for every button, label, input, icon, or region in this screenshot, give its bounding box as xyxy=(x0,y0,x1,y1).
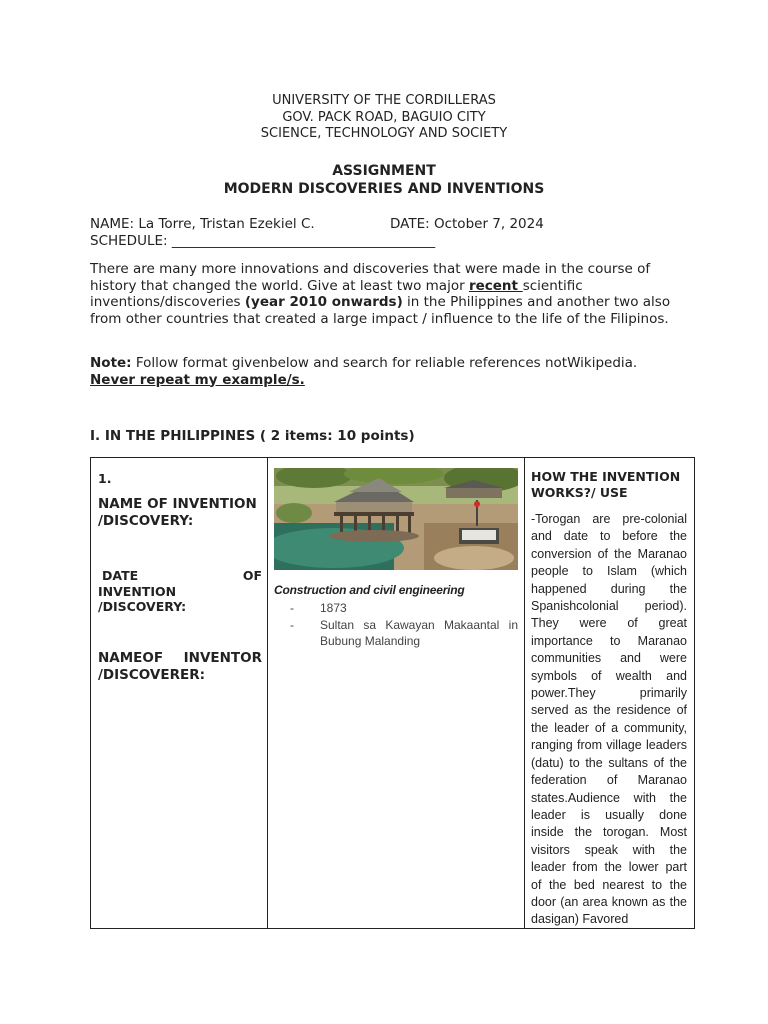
name-value: La Torre, Tristan Ezekiel C. xyxy=(138,216,315,232)
instructions-paragraph xyxy=(90,261,680,327)
invention-category: Construction and civil engineering xyxy=(274,583,465,597)
course-name: SCIENCE, TECHNOLOGY AND SOCIETY xyxy=(260,126,508,141)
assignment-subtitle: MODERN DISCOVERIES AND INVENTIONS xyxy=(223,181,545,197)
list-dash: - xyxy=(290,601,294,615)
date-line xyxy=(390,216,544,233)
inventor-label xyxy=(98,650,262,684)
how-it-works-heading: HOW THE INVENTION WORKS?/ USE xyxy=(531,469,681,500)
note-paragraph xyxy=(90,355,680,388)
torogan-photo xyxy=(274,468,518,570)
date-label: DATE: xyxy=(390,216,430,232)
schedule-label: SCHEDULE: xyxy=(90,233,168,249)
university-address: GOV. PACK ROAD, BAGUIO CITY xyxy=(282,109,486,125)
item-number: 1. xyxy=(98,471,112,486)
labels-cell xyxy=(91,458,268,929)
instructions-year: (year 2010 onwards) xyxy=(244,294,403,310)
schedule-line xyxy=(90,233,435,250)
instructions-part3: in the Philippines and another two also from other countries that created a large impact / influence to the life of the Filipinos. xyxy=(90,294,671,327)
assignment-title: ASSIGNMENT xyxy=(332,163,436,179)
name-of-invention-label xyxy=(98,496,262,530)
university-name: UNIVERSITY OF THE CORDILLERAS xyxy=(272,93,496,108)
of-word: OF xyxy=(242,568,262,583)
inventor-name: Sultan sa Kawayan Makaantal in Bubung Malanding xyxy=(320,617,518,648)
list-dash: - xyxy=(290,617,294,632)
date-word: DATE xyxy=(102,568,139,583)
section-title: I. IN THE PHILIPPINES ( 2 items: 10 points) xyxy=(90,428,415,444)
inventor-label-line2: /DISCOVERER: xyxy=(98,667,205,683)
invention-date: 1873 xyxy=(320,601,347,615)
date-value: October 7, 2024 xyxy=(433,216,544,232)
name-label: NAME: xyxy=(90,216,135,232)
name-label-line2: /DISCOVERY: xyxy=(98,513,194,529)
list-item xyxy=(290,617,518,650)
date-label-line2: INVENTION xyxy=(98,583,177,599)
how-it-works-description: -Torogan are pre-colonial and date to before the conversion of the Maranao people to Islam (which happened during the Spanishcolonial period). They were of great importance to Maranao communities and were symbols of wealth and power.They primarily served as the residence of the leader of a community, ranging from village leaders (datu) to the sultans of the federation of Maranao states.Audience with the leader is usually done inside the torogan. Most visitors speak with the leader from the lower part of the bed nearest to the door (an area known as the dasigan) Favored xyxy=(531,512,687,927)
instructions-part1: There are many more innovations and discoveries that were made in the course of history that changed the world. Give at least two major xyxy=(90,261,651,294)
instructions-part2: scientific inventions/discoveries xyxy=(90,277,583,310)
nameof-word: NAMEOF xyxy=(98,650,164,666)
how-it-works-cell xyxy=(525,458,695,929)
name-label-line1: NAME OF INVENTION xyxy=(98,496,257,512)
note-emphasis: Never repeat my example/s. xyxy=(90,371,305,388)
schedule-blank: _______________________________________ xyxy=(171,233,436,249)
note-label: Note: xyxy=(90,355,132,371)
detail-list xyxy=(290,600,518,650)
invention-table xyxy=(90,457,695,929)
date-label-line3: /DISCOVERY: xyxy=(98,599,187,614)
details-cell xyxy=(268,458,525,929)
table-row xyxy=(91,458,695,929)
instructions-recent: recent xyxy=(468,277,523,294)
student-name-line xyxy=(90,216,315,233)
list-item xyxy=(290,600,518,617)
inventor-word: INVENTOR xyxy=(183,650,262,666)
note-text: Follow format givenbelow and search for reliable references notWikipedia. xyxy=(131,355,638,371)
date-of-invention-label xyxy=(98,568,262,615)
